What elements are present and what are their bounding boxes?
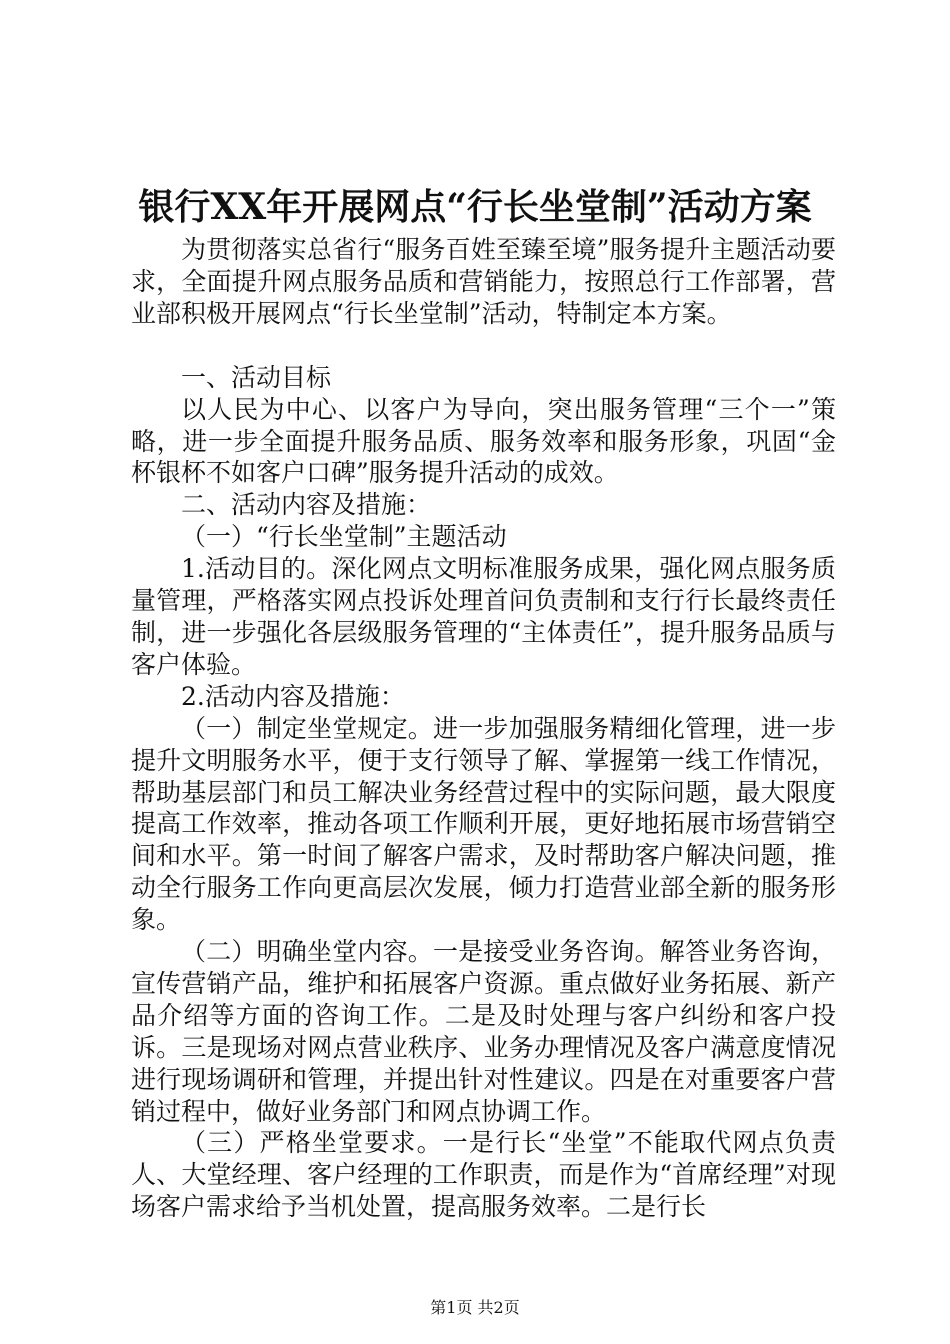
content-paragraph: （二）明确坐堂内容。一是接受业务咨询。解答业务咨询，宣传营销产品，维护和拓展客户资源。重点做好业务拓展、新产品介绍等方面的咨询工作。二是及时处理与客户纠纷和客户投诉。三是现场对网点营业秩序、业务办理情况及客户满意度情况进行现场调研和管理，并提出针对性建议。四是在对重要客户营销过程中，做好业务部门和网点协调工作。	[131, 937, 836, 1126]
rules-paragraph: （一）制定坐堂规定。进一步加强服务精细化管理，进一步提升文明服务水平，便于支行领导了解、掌握第一线工作情况，帮助基层部门和员工解决业务经营过程中的实际问题，最大限度提高工作效率，推动各项工作顺利开展，更好地拓展市场营销空间和水平。第一时间了解客户需求，及时帮助客户解决问题，推动全行服务工作向更高层次发展，倾力打造营业部全新的服务形象。	[131, 713, 836, 935]
subsection-heading-activity: （一）“行长坐堂制”主题活动	[181, 522, 507, 552]
content-heading: 2.活动内容及措施：	[181, 681, 405, 711]
document-title: 银行XX年开展网点“行长坐堂制”活动方案	[138, 186, 812, 228]
page-footer: 第1页 共2页	[430, 1298, 520, 1317]
document-body	[131, 234, 836, 1223]
intro-paragraph: 为贯彻落实总省行“服务百姓至臻至境”服务提升主题活动要求，全面提升网点服务品质和营销能力，按照总行工作部署，营业部积极开展网点“行长坐堂制”活动，特制定本方案。	[131, 235, 836, 328]
section-heading-measures: 二、活动内容及措施：	[181, 490, 432, 520]
paragraph-spacer	[131, 330, 836, 362]
goals-paragraph: 以人民为中心、以客户为导向，突出服务管理“三个一”策略，进一步全面提升服务品质、服务效率和服务形象，巩固“金杯银杯不如客户口碑”服务提升活动的成效。	[131, 394, 836, 488]
purpose-paragraph: 1.活动目的。深化网点文明标准服务成果，强化网点服务质量管理，严格落实网点投诉处理首问负责制和支行行长最终责任制，进一步强化各层级服务管理的“主体责任”，提升服务品质与客户体验。	[131, 554, 836, 679]
section-heading-goals: 一、活动目标	[181, 362, 332, 392]
requirements-paragraph: （三）严格坐堂要求。一是行长“坐堂”不能取代网点负责人、大堂经理、客户经理的工作职责，而是作为“首席经理”对现场客户需求给予当机处置，提高服务效率。二是行长	[131, 1128, 836, 1222]
